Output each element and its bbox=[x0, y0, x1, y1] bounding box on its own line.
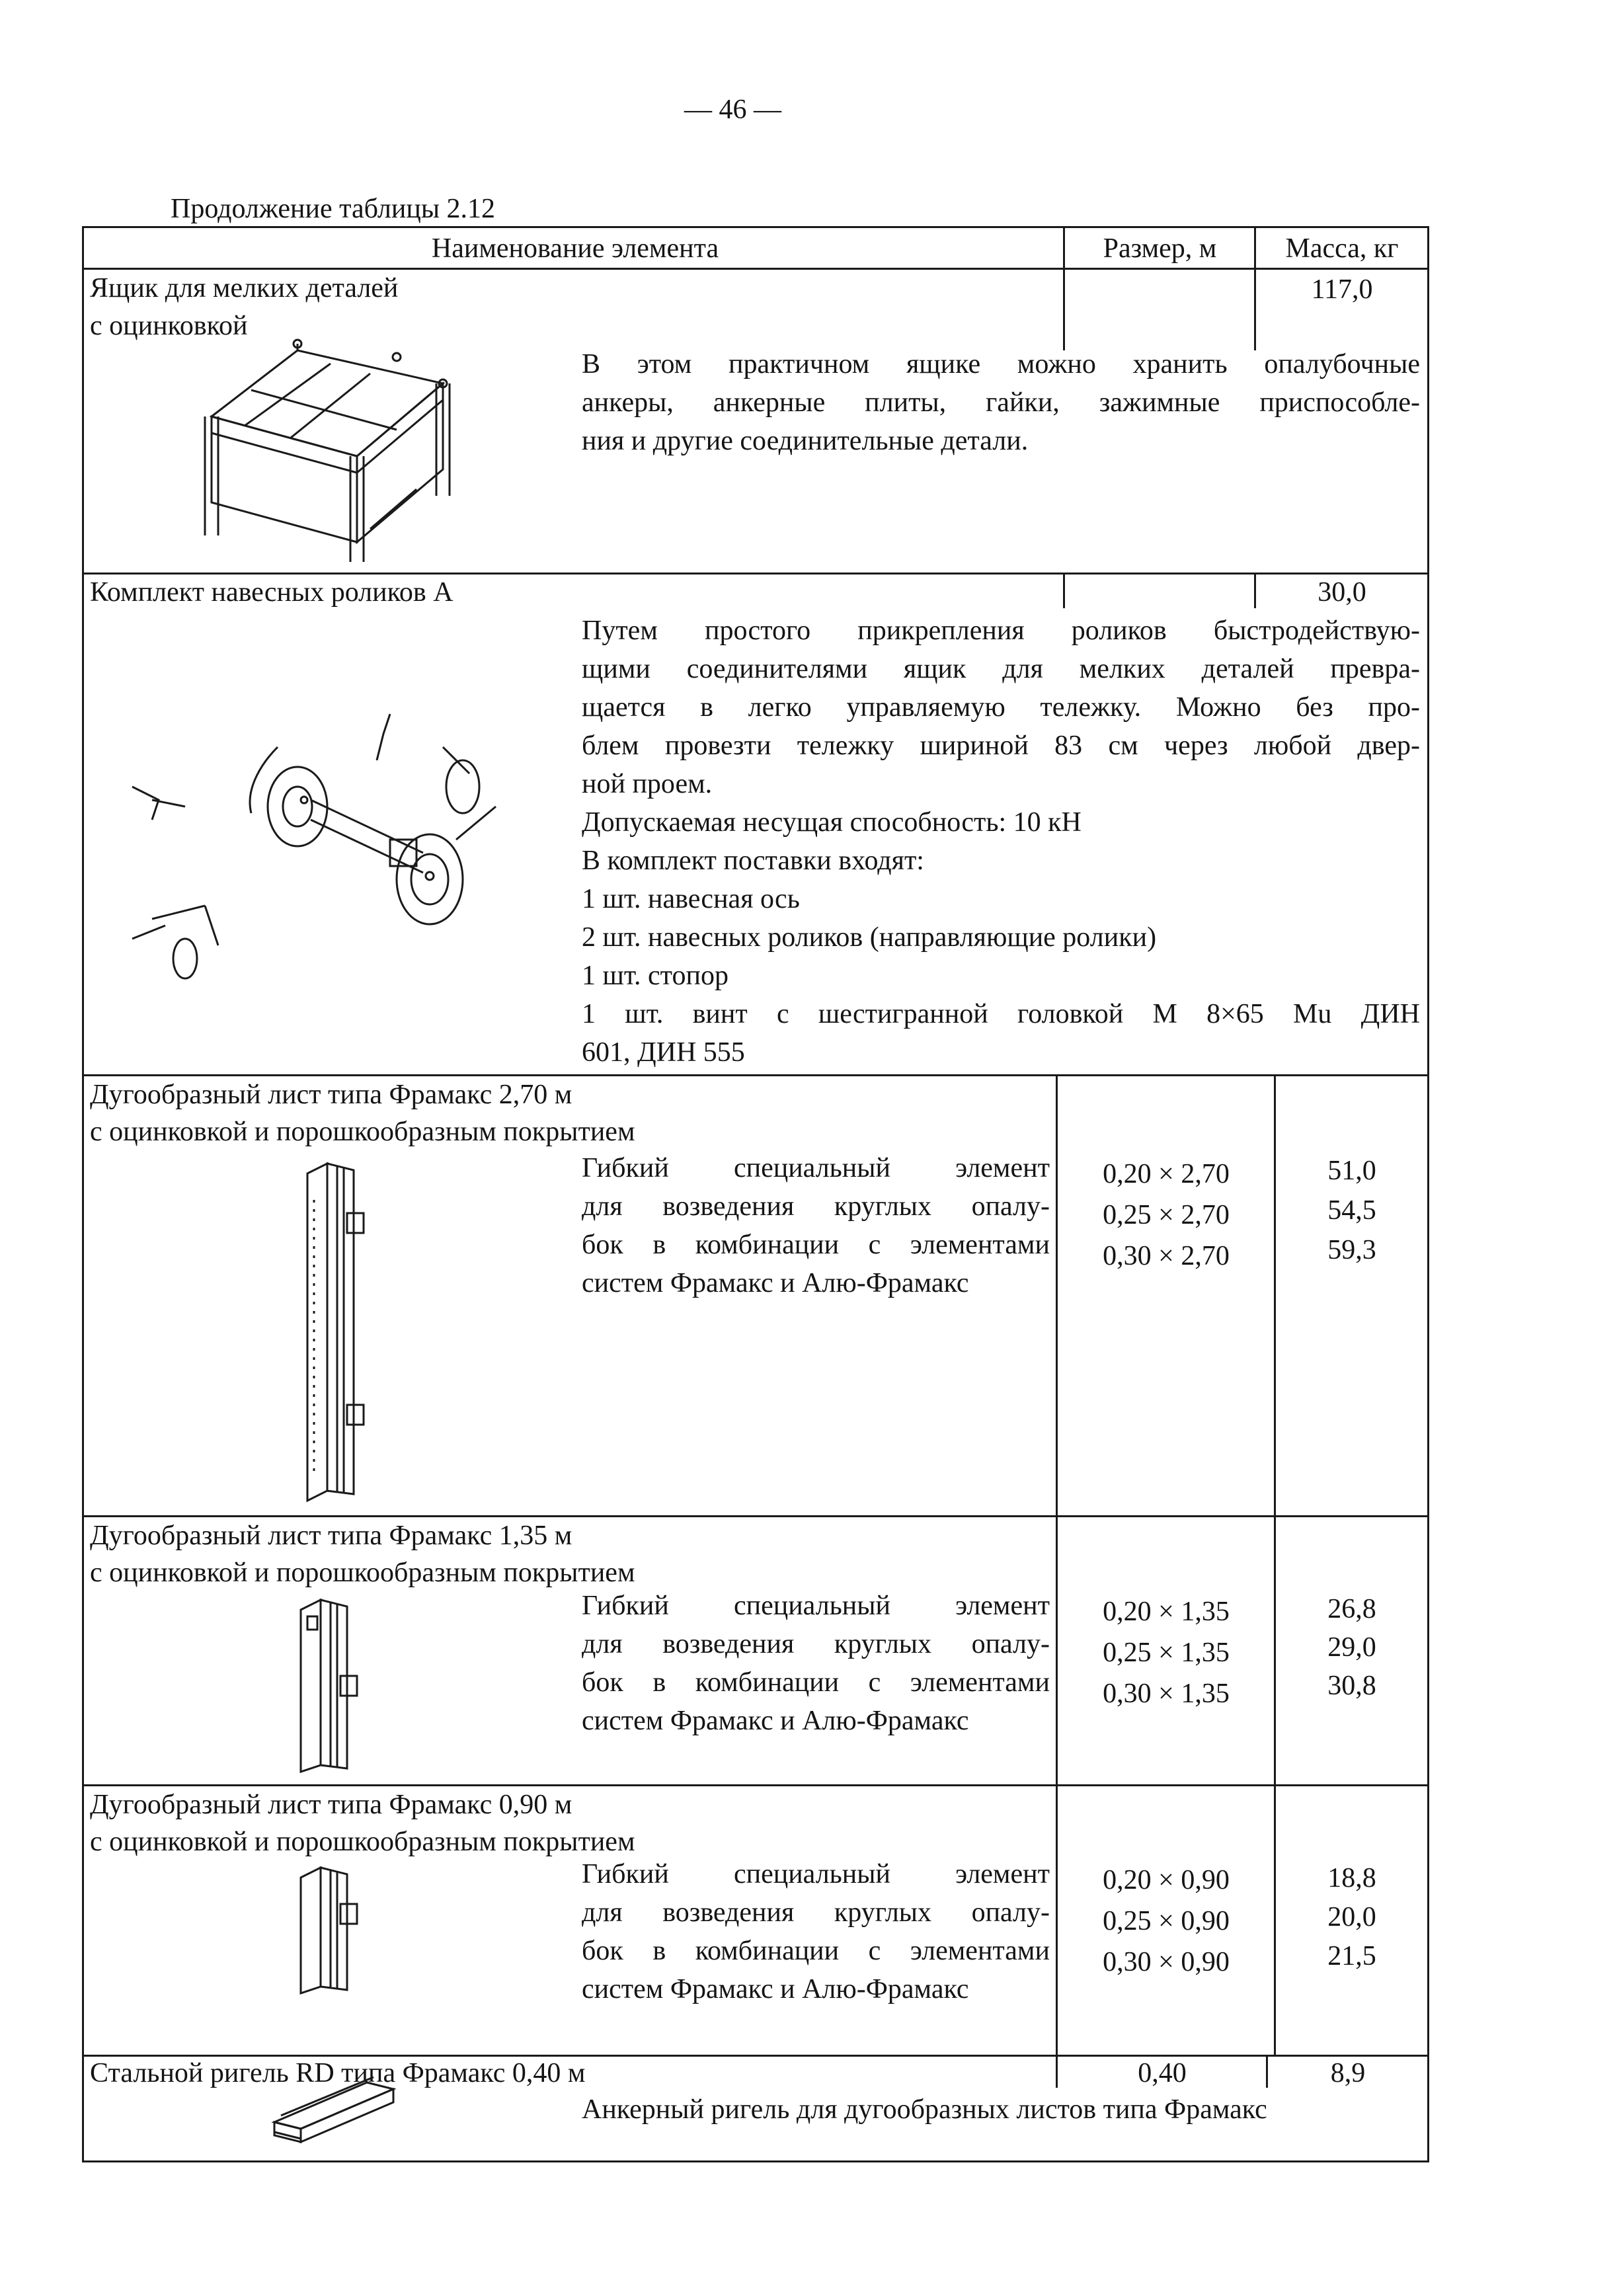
row-title: Ящик для мелких деталей bbox=[90, 273, 399, 303]
page-number: — 46 — bbox=[684, 95, 781, 125]
row-size: 0,40 bbox=[1138, 2058, 1187, 2088]
row-mass: 8,9 bbox=[1330, 2058, 1366, 2088]
row-title: с оцинковкой и порошкообразным покрытием bbox=[90, 1117, 635, 1147]
row-mass: 20,0 bbox=[1327, 1902, 1376, 1932]
row-title: Дугообразный лист типа Фрамакс 0,90 м bbox=[90, 1790, 572, 1820]
row-description: В этом практичном ящике можно хранить опалубочные анкеры, анкерные плиты, гайки, зажимные приспособле- ния и другие соединительные детали. bbox=[582, 349, 1420, 456]
header-name: Наименование элемента bbox=[431, 233, 719, 264]
header-size: Размер, м bbox=[1103, 233, 1217, 264]
roller-set-icon bbox=[112, 707, 509, 992]
row-size: 0,25 × 2,70 bbox=[1103, 1200, 1230, 1230]
row-mass: 18,8 bbox=[1327, 1863, 1376, 1893]
row-mass: 30,0 bbox=[1318, 577, 1366, 608]
row-size: 0,25 × 0,90 bbox=[1103, 1906, 1230, 1936]
row-mass: 59,3 bbox=[1327, 1235, 1376, 1265]
row-size: 0,30 × 1,35 bbox=[1103, 1679, 1230, 1709]
row-description: Анкерный ригель для дугообразных листов типа Фрамакс bbox=[582, 2094, 1267, 2125]
row-mass: 21,5 bbox=[1327, 1941, 1376, 1971]
row-mass: 51,0 bbox=[1327, 1156, 1376, 1186]
row-title: Стальной ригель RD типа Фрамакс 0,40 м bbox=[90, 2058, 586, 2088]
arc-sheet-medium-icon bbox=[294, 1597, 367, 1775]
row-mass: 26,8 bbox=[1327, 1594, 1376, 1624]
row-size: 0,20 × 2,70 bbox=[1103, 1159, 1230, 1189]
row-title: Дугообразный лист типа Фрамакс 1,35 м bbox=[90, 1521, 572, 1551]
row-mass: 30,8 bbox=[1327, 1671, 1376, 1701]
row-size: 0,30 × 0,90 bbox=[1103, 1947, 1230, 1977]
table-caption: Продолжение таблицы 2.12 bbox=[171, 194, 496, 224]
row-mass: 54,5 bbox=[1327, 1195, 1376, 1226]
row-size: 0,30 × 2,70 bbox=[1103, 1241, 1230, 1271]
row-description: Гибкий специальный элемент для возведения круглых опалу- бок в комбинации с элементами систем Фрамакс и Алю-Фрамакс bbox=[582, 1859, 1050, 2004]
row-title: Комплект навесных роликов А bbox=[90, 577, 453, 608]
row-description: Гибкий специальный элемент для возведения круглых опалу- бок в комбинации с элементами систем Фрамакс и Алю-Фрамакс bbox=[582, 1153, 1050, 1298]
row-title: с оцинковкой bbox=[90, 311, 248, 341]
row-title: Дугообразный лист типа Фрамакс 2,70 м bbox=[90, 1080, 572, 1110]
row-size: 0,20 × 1,35 bbox=[1103, 1597, 1230, 1627]
row-title: с оцинковкой и порошкообразным покрытием bbox=[90, 1558, 635, 1588]
row-description: Путем простого прикрепления роликов быстродействую- щими соединителями ящик для мелких деталей превра- щается в легко управляемую тележку. Можно без про- блем провезти тележку шириной 83 см через любой двер- ной проем. Допускаемая несущая способность: 10 кН В комплект поставки входят: 1 шт. навесная ось 2 шт. навесных роликов (направляющие ролики) 1 шт. стопор 1 шт. винт с шестигранной головкой М 8×65 Mu ДИН 601, ДИН 555 bbox=[582, 615, 1420, 1068]
arc-sheet-tall-icon bbox=[301, 1160, 374, 1504]
row-size: 0,25 × 1,35 bbox=[1103, 1638, 1230, 1668]
row-title: с оцинковкой и порошкообразным покрытием bbox=[90, 1827, 635, 1857]
storage-box-icon bbox=[198, 344, 463, 569]
row-mass: 117,0 bbox=[1311, 274, 1373, 305]
steel-waler-icon bbox=[268, 2076, 400, 2149]
row-mass: 29,0 bbox=[1327, 1632, 1376, 1663]
row-description: Гибкий специальный элемент для возведения круглых опалу- бок в комбинации с элементами систем Фрамакс и Алю-Фрамакс bbox=[582, 1591, 1050, 1736]
row-size: 0,20 × 0,90 bbox=[1103, 1865, 1230, 1895]
arc-sheet-short-icon bbox=[294, 1864, 367, 1997]
header-mass: Масса, кг bbox=[1285, 233, 1399, 264]
